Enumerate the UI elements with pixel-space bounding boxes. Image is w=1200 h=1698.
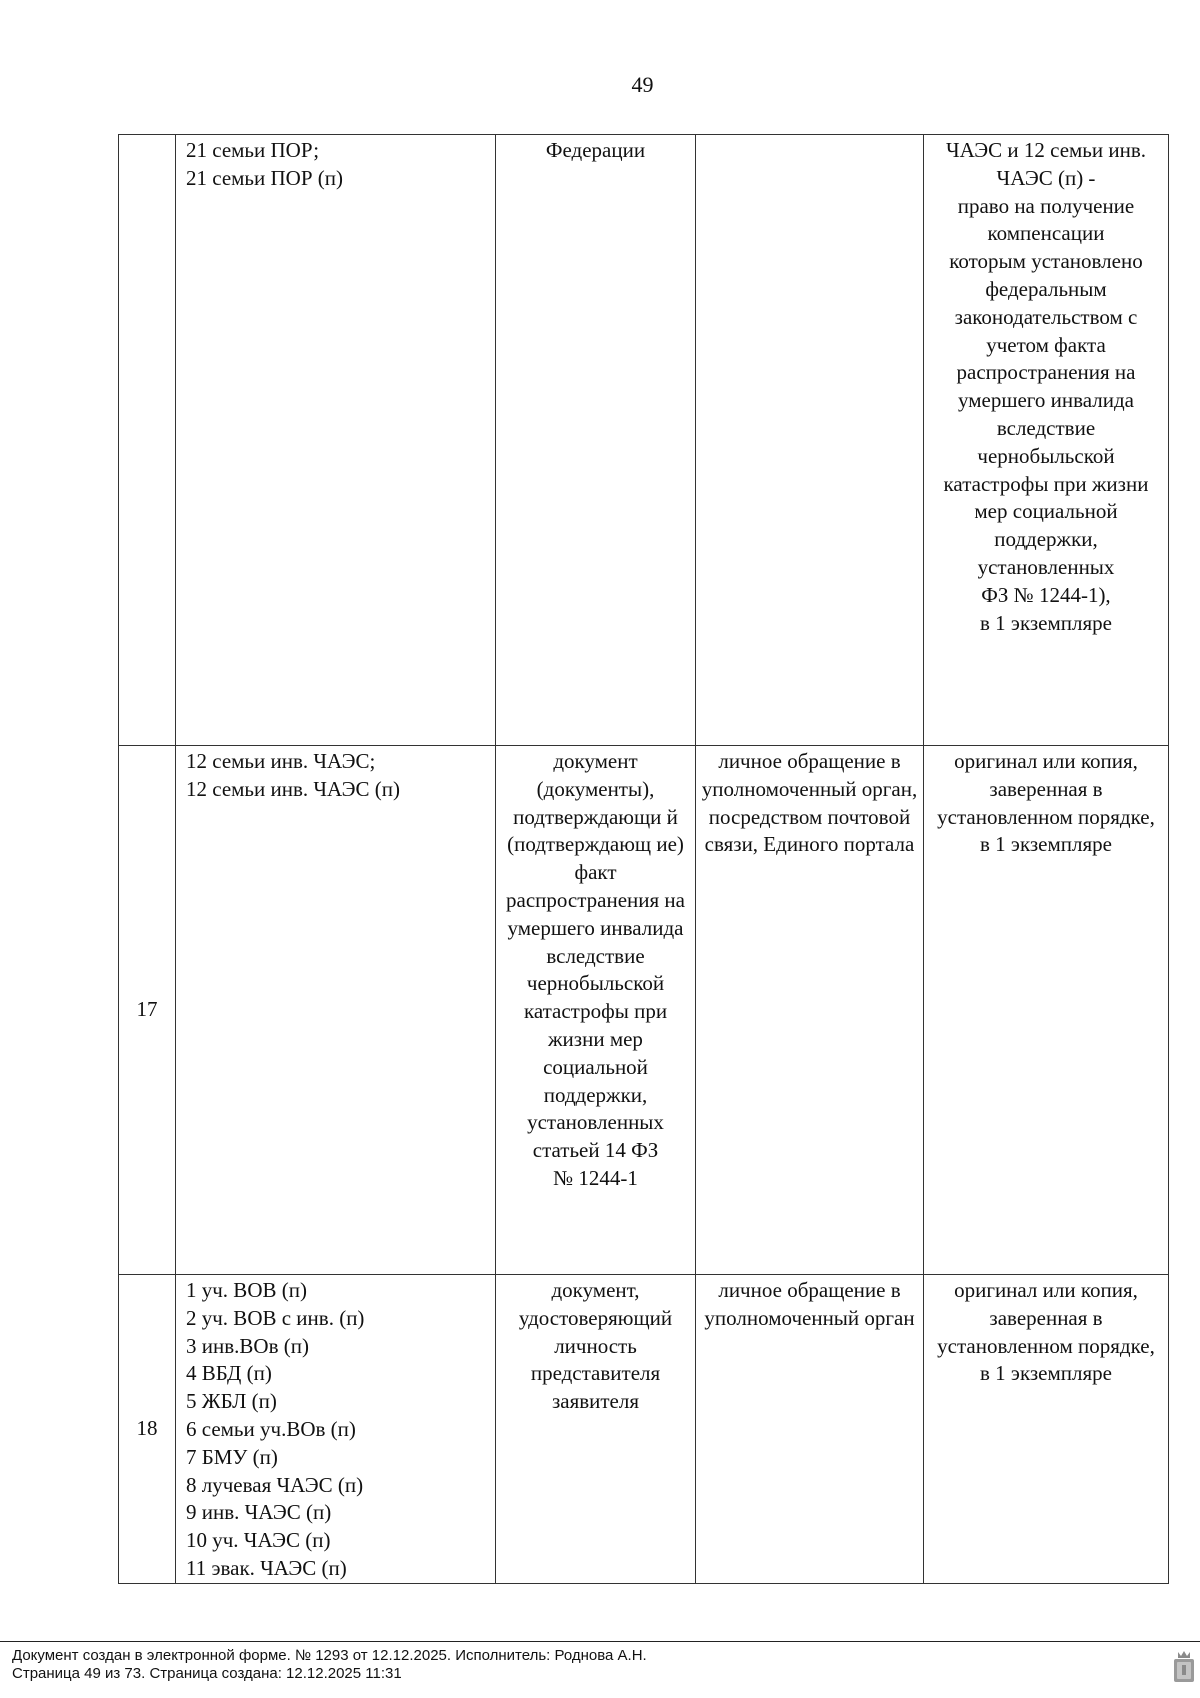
category-cell: 1 уч. ВОВ (п) 2 уч. ВОВ с инв. (п) 3 инв.ВОв (п) 4 ВБД (п) 5 ЖБЛ (п) 6 семьи уч.ВОв (п) 7 БМУ (п) 8 лучевая ЧАЭС (п) 9 инв. ЧАЭС (п) 10 уч. ЧАЭС (п) 11 эвак. ЧАЭС (п)	[176, 1275, 496, 1584]
submission-method-cell: личное обращение в уполномоченный орган, посредством почтовой связи, Единого портала	[696, 746, 924, 1275]
footer	[12, 1647, 647, 1683]
document-form-cell: ЧАЭС и 12 семьи инв. ЧАЭС (п) - право на получение компенсации которым установлено федеральным законодательством с учетом факта распространения на умершего инвалида вследствие чернобыльской катастрофы при жизни мер социальной поддержки, установленных ФЗ № 1244-1), в 1 экземпляре	[924, 135, 1169, 746]
document-cell: Федерации	[496, 135, 696, 746]
document-form-cell: оригинал или копия, заверенная в установленном порядке, в 1 экземпляре	[924, 746, 1169, 1275]
category-cell: 12 семьи инв. ЧАЭС; 12 семьи инв. ЧАЭС (п)	[176, 746, 496, 1275]
table-row	[119, 135, 1169, 746]
category-cell: 21 семьи ПОР; 21 семьи ПОР (п)	[176, 135, 496, 746]
footer-line-1: Документ создан в электронной форме. № 1293 от 12.12.2025. Исполнитель: Роднова А.Н.	[12, 1647, 647, 1664]
row-number-cell: 18	[119, 1275, 176, 1584]
document-cell: документ, удостоверяющий личность представителя заявителя	[496, 1275, 696, 1584]
table-row	[119, 746, 1169, 1275]
table-row	[119, 1275, 1169, 1584]
page-number: 49	[631, 72, 654, 97]
footer-divider	[0, 1641, 1200, 1642]
coat-of-arms-icon	[1172, 1650, 1196, 1684]
submission-method-cell	[696, 135, 924, 746]
submission-method-cell: личное обращение в уполномоченный орган	[696, 1275, 924, 1584]
document-table	[118, 134, 1169, 1584]
row-number-cell	[119, 135, 176, 746]
row-number-cell: 17	[119, 746, 176, 1275]
document-form-cell: оригинал или копия, заверенная в установленном порядке, в 1 экземпляре	[924, 1275, 1169, 1584]
footer-line-2: Страница 49 из 73. Страница создана: 12.12.2025 11:31	[12, 1665, 402, 1682]
document-cell: документ (документы), подтверждающи й (подтверждающ ие) факт распространения на умершего инвалида вследствие чернобыльской катастрофы при жизни мер социальной поддержки, установленных статьей 14 ФЗ № 1244-1	[496, 746, 696, 1275]
